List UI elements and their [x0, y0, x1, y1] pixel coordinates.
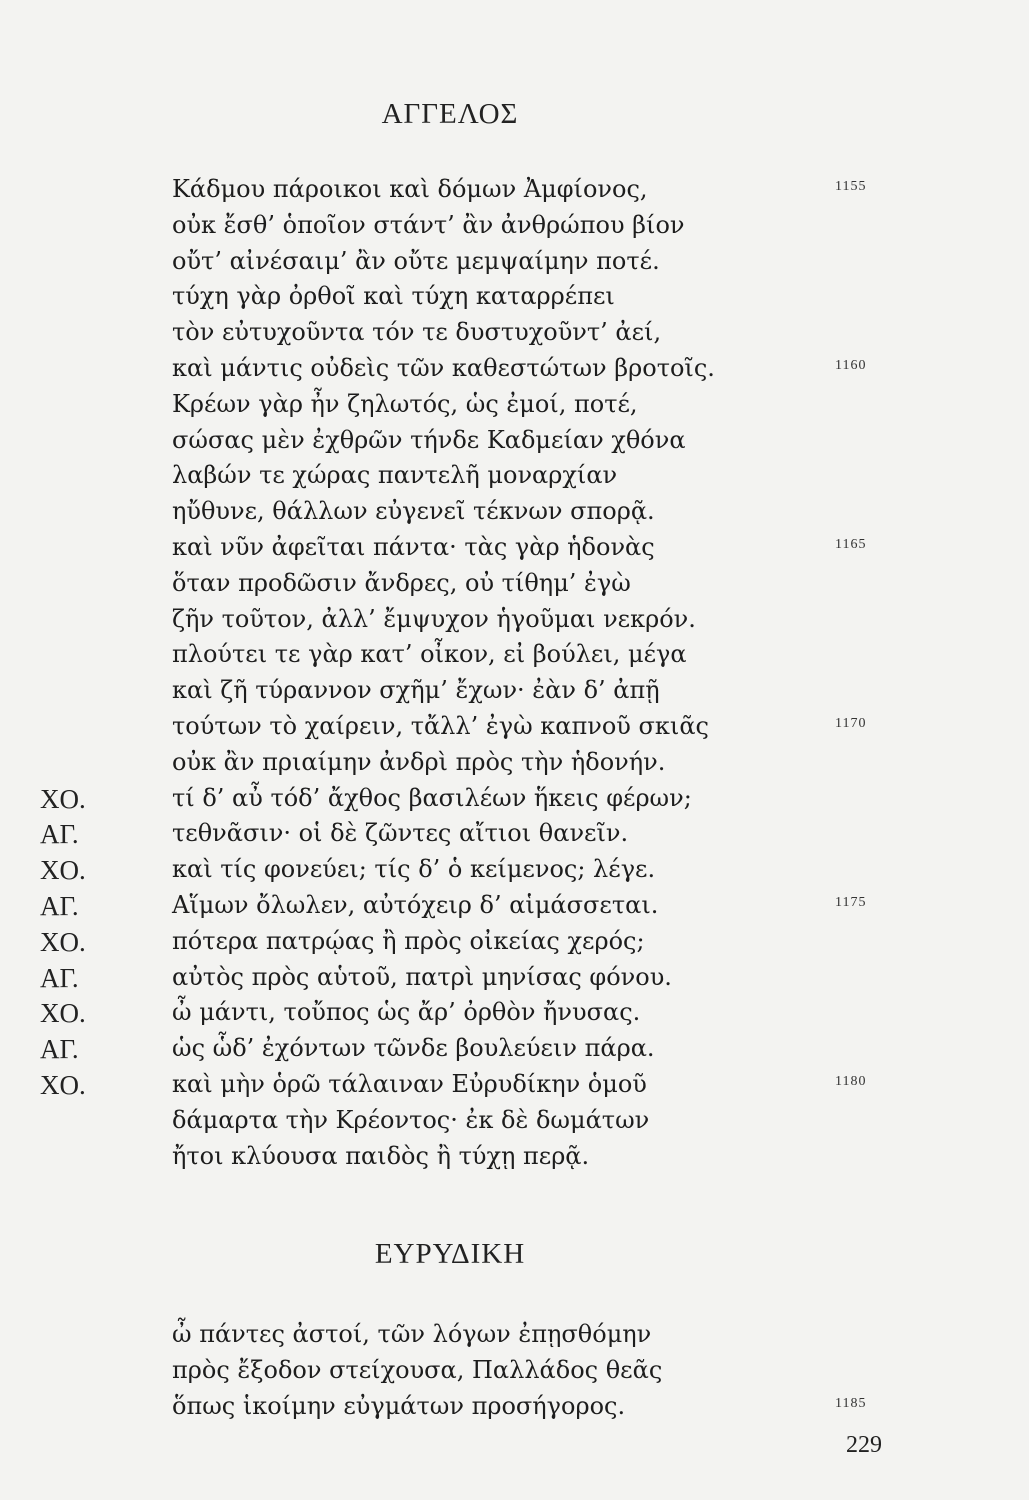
verse-line [0, 533, 1029, 569]
verse-text: καὶ τίς φονεύει; τίς δ’ ὁ κείμενος; λέγε. [172, 855, 656, 884]
speaker-label: ΧΟ. [40, 783, 86, 814]
speaker-label: ΑΓ. [40, 962, 79, 993]
verse-text: ὦ πάντες ἀστοί, τῶν λόγων ἐπῃσθόμην [172, 1320, 652, 1348]
speaker-label: ΧΟ. [40, 926, 86, 957]
verse-line [0, 891, 1029, 927]
speaker-label: ΑΓ. [40, 891, 79, 921]
verse-line [0, 640, 1029, 676]
verse-line [0, 1070, 1029, 1106]
verse-line [0, 461, 1029, 497]
verse-text: τί δ’ αὖ τόδ’ ἄχθος βασιλέων ἥκεις φέρων; [172, 783, 692, 812]
verse-line [0, 569, 1029, 605]
verse-line [0, 605, 1029, 641]
speaker-label: ΧΟ. [40, 998, 86, 1029]
line-number: 1180 [835, 1074, 867, 1089]
verse-text: καὶ ζῆ τύραννον σχῆμ’ ἔχων· ἐὰν δ’ ἀπῇ [172, 676, 660, 705]
line-number: 1160 [835, 358, 867, 373]
verse-line [0, 1320, 1029, 1356]
verse-text: τύχη γὰρ ὀρθοῖ καὶ τύχη καταρρέπει [172, 282, 615, 311]
line-number: 1165 [835, 537, 867, 552]
verse-text: ὅπως ἱκοίμην εὐγμάτων προσήγορος. [172, 1391, 626, 1420]
speaker-label: ΧΟ. [40, 1070, 86, 1100]
verse-line [0, 247, 1029, 283]
verse-text: αὐτὸς πρὸς αὑτοῦ, πατρὶ μηνίσας φόνου. [172, 962, 672, 991]
verse-text: καὶ νῦν ἀφεῖται πάντα· τὰς γὰρ ἡδονὰς [172, 533, 655, 561]
verse-line [0, 748, 1029, 784]
verse-text: ἤτοι κλύουσα παιδὸς ἢ τύχῃ περᾷ. [172, 1141, 590, 1170]
verse-text: σώσας μὲν ἐχθρῶν τήνδε Καδμείαν χθόνα [172, 425, 686, 454]
line-number: 1185 [835, 1395, 867, 1411]
verse-line [0, 1142, 1029, 1178]
verse-text: καὶ μάντις οὐδεὶς τῶν καθεστώτων βροτοῖς. [172, 354, 715, 382]
verse-text: οὐκ ἂν πριαίμην ἀνδρὶ πρὸς τὴν ἡδονήν. [172, 747, 666, 776]
line-number: 1175 [835, 895, 867, 910]
verse-line [0, 390, 1029, 426]
page-number: 229 [846, 1432, 882, 1458]
verse-line [0, 1356, 1029, 1392]
verse-text: καὶ μὴν ὁρῶ τάλαιναν Εὐρυδίκην ὁμοῦ [172, 1070, 647, 1098]
verse-line [0, 855, 1029, 891]
verse-line [0, 426, 1029, 462]
verse-text: οὐκ ἔσθ’ ὁποῖον στάντ’ ἂν ἀνθρώπου βίον [172, 210, 685, 239]
verse-line [0, 676, 1029, 712]
verse-line [0, 1392, 1029, 1428]
verse-text: πλούτει τε γὰρ κατ’ οἶκον, εἰ βούλει, μέγα [172, 640, 687, 669]
verse-text: τούτων τὸ χαίρειν, τἄλλ’ ἐγὼ καπνοῦ σκιᾶς [172, 712, 709, 740]
verse-line [0, 819, 1029, 855]
verse-text: Αἵμων ὄλωλεν, αὐτόχειρ δ’ αἱμάσσεται. [172, 891, 659, 919]
verse-text: δάμαρτα τὴν Κρέοντος· ἐκ δὲ δωμάτων [172, 1105, 650, 1134]
verse-line [0, 1034, 1029, 1070]
verse-line [0, 712, 1029, 748]
verse-line [0, 282, 1029, 318]
verse-line [0, 354, 1029, 390]
verse-text: ὅταν προδῶσιν ἄνδρες, οὐ τίθημ’ ἐγὼ [172, 568, 631, 597]
verse-text: ηὔθυνε, θάλλων εὐγενεῖ τέκνων σπορᾷ. [172, 497, 655, 526]
verse-text: τὸν εὐτυχοῦντα τόν τε δυστυχοῦντ’ ἀεί, [172, 318, 662, 347]
verse-text: Κάδμου πάροικοι καὶ δόμων Ἀμφίονος, [172, 175, 648, 203]
verse-text: τεθνᾶσιν· οἱ δὲ ζῶντες αἴτιοι θανεῖν. [172, 819, 629, 848]
verse-text: οὔτ’ αἰνέσαιμ’ ἂν οὔτε μεμψαίμην ποτέ. [172, 246, 660, 275]
verse-line [0, 497, 1029, 533]
verse-line [0, 784, 1029, 820]
verse-line [0, 175, 1029, 211]
line-number: 1170 [835, 716, 867, 731]
verse-text: ὡς ὧδ’ ἐχόντων τῶνδε βουλεύειν πάρα. [172, 1034, 655, 1063]
verse-line [0, 318, 1029, 354]
speaker-heading-angelos: ΑΓΓΕΛΟΣ [381, 98, 519, 130]
speaker-label: ΧΟ. [40, 855, 86, 886]
verse-text: λαβών τε χώρας παντελῆ μοναρχίαν [172, 461, 618, 490]
verse-line [0, 963, 1029, 999]
verse-line [0, 927, 1029, 963]
line-number: 1155 [835, 179, 867, 194]
speaker-label: ΑΓ. [40, 819, 79, 850]
speaker-heading-eurydike: ΕΥΡΥΔΙΚΗ [374, 1238, 526, 1270]
verse-text: πρὸς ἔξοδον στείχουσα, Παλλάδος θεᾶς [172, 1355, 663, 1384]
verse-text: ὦ μάντι, τοὔπος ὡς ἄρ’ ὀρθὸν ἤνυσας. [172, 998, 641, 1027]
verse-text: πότερα πατρῴας ἢ πρὸς οἰκείας χερός; [172, 926, 645, 955]
verse-text: Κρέων γὰρ ἦν ζηλωτός, ὡς ἐμοί, ποτέ, [172, 389, 638, 418]
verse-text: ζῆν τοῦτον, ἀλλ’ ἔμψυχον ἡγοῦμαι νεκρόν. [172, 604, 696, 633]
verse-line [0, 1106, 1029, 1142]
verse-line [0, 998, 1029, 1034]
speaker-label: ΑΓ. [40, 1034, 79, 1065]
verse-line [0, 211, 1029, 247]
